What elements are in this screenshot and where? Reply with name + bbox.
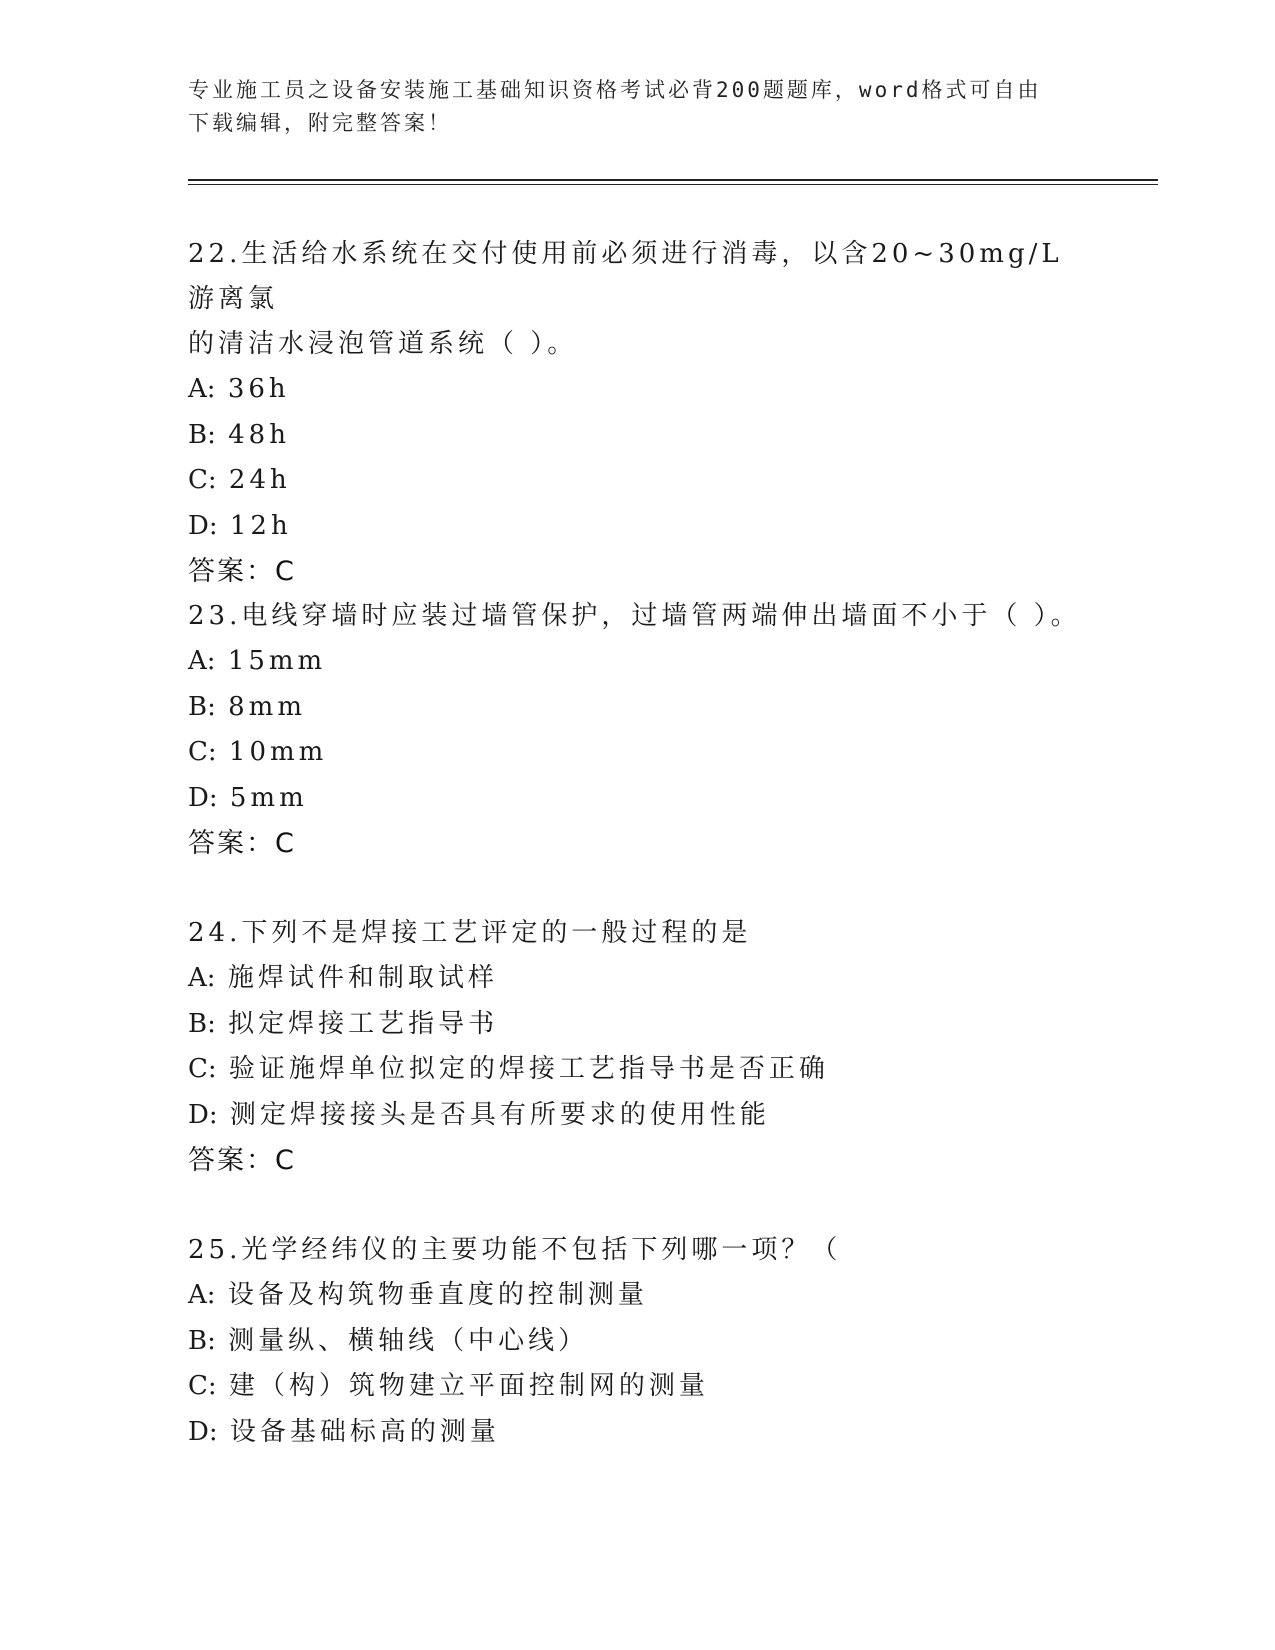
option-d: D: 5mm: [188, 782, 308, 813]
header-rule-thin: [188, 184, 1158, 185]
option-b: B: 48h: [188, 419, 290, 450]
option-a: A: 设备及构筑物垂直度的控制测量: [188, 1280, 648, 1310]
question-stem: 23.电线穿墙时应装过墙管保护，过墙管两端伸出墙面不小于（ ）。: [188, 601, 1081, 631]
option-c: C: 验证施焊单位拟定的焊接工艺指导书是否正确: [188, 1054, 829, 1084]
option-c: C: 建（构）筑物建立平面控制网的测量: [188, 1371, 709, 1401]
option-b: B: 测量纵、横轴线（中心线）: [188, 1325, 589, 1356]
option-d: D: 12h: [188, 510, 292, 541]
question-25: [188, 1228, 1088, 1455]
option-a: A: 15mm: [188, 646, 327, 676]
header-line-1: 专业施工员之设备安装施工基础知识资格考试必背200题题库，word格式可自由: [188, 78, 1042, 102]
option-a: A: 36h: [188, 374, 290, 404]
question-stem: 22.生活给水系统在交付使用前必须进行消毒，以含20~30mg/L游离氯 的清洁水浸泡管道系统（ ）。: [188, 239, 1063, 359]
question-stem: 25.光学经纬仪的主要功能不包括下列哪一项？（: [188, 1235, 842, 1265]
option-a: A: 施焊试件和制取试样: [188, 963, 498, 993]
document-header: [188, 74, 1088, 140]
option-d: D: 设备基础标高的测量: [188, 1416, 500, 1447]
question-stem: 24.下列不是焊接工艺评定的一般过程的是: [188, 918, 752, 948]
option-b: B: 8mm: [188, 691, 306, 722]
answer-label: 答案：C: [188, 828, 296, 859]
option-c: C: 24h: [188, 465, 291, 495]
question-23: [188, 594, 1088, 867]
option-b: B: 拟定焊接工艺指导书: [188, 1008, 499, 1039]
question-24: [188, 911, 1088, 1184]
header-rule-thick: [188, 179, 1158, 181]
option-d: D: 测定焊接接头是否具有所要求的使用性能: [188, 1099, 770, 1130]
answer-label: 答案：C: [188, 556, 296, 587]
option-c: C: 10mm: [188, 737, 328, 767]
answer-label: 答案：C: [188, 1145, 296, 1176]
question-22: [188, 232, 1088, 595]
header-line-2: 下载编辑，附完整答案！: [188, 111, 452, 135]
